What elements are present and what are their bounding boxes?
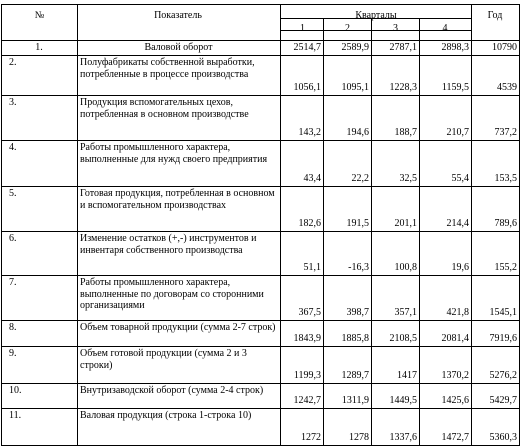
row-label: Работы промышленного характера, выполненные по договорам со сторонними организациями (80, 277, 264, 311)
year-value: 4539 (497, 82, 517, 93)
year-value: 789,6 (494, 218, 517, 229)
row-number: 6. (9, 233, 17, 244)
quarter-value: 398,7 (346, 307, 369, 318)
grid-line (1, 4, 2, 446)
row-label: Внутризаводской оборот (сумма 2-4 строк) (80, 385, 264, 396)
row-number: 2. (9, 57, 17, 68)
header-quarter-3: 3 (393, 23, 398, 34)
year-value: 7919,6 (489, 333, 517, 344)
header-quarter-2: 2 (345, 23, 350, 34)
quarter-value: 191,5 (346, 218, 369, 229)
year-value: 155,2 (494, 262, 517, 273)
row-number: 1. (35, 42, 43, 53)
quarter-value: 421,8 (446, 307, 469, 318)
grid-line (1, 346, 520, 347)
row-number: 3. (9, 97, 17, 108)
quarter-value: 1843,9 (293, 333, 321, 344)
row-number: 10. (9, 385, 22, 396)
quarter-value: 1199,3 (293, 370, 321, 381)
quarter-value: 1228,3 (389, 82, 417, 93)
row-label: Объем готовой продукции (сумма 2 и 3 строки) (80, 348, 247, 371)
quarter-value: -16,3 (348, 262, 369, 273)
quarter-value: 2898,3 (441, 42, 469, 53)
year-value: 5429,7 (489, 395, 517, 406)
grid-line (1, 40, 520, 41)
grid-line (1, 4, 520, 5)
grid-line (1, 408, 520, 409)
row-label: Продукция вспомогательных цехов, потребленная в основном производстве (80, 97, 249, 120)
quarter-value: 1417 (397, 370, 417, 381)
quarter-value: 194,6 (346, 127, 369, 138)
grid-line (1, 383, 520, 384)
row-label: Валовая продукция (строка 1-строка 10) (80, 410, 252, 421)
grid-line (1, 140, 520, 141)
header-quarters: Кварталы (355, 10, 397, 21)
quarter-value: 367,5 (298, 307, 321, 318)
quarter-value: 19,6 (451, 262, 469, 273)
quarter-value: 2514,7 (293, 42, 321, 53)
quarter-value: 1278 (349, 432, 369, 443)
grid-line (1, 186, 520, 187)
quarter-value: 22,2 (351, 173, 369, 184)
quarter-value: 188,7 (394, 127, 417, 138)
quarter-value: 43,4 (303, 173, 321, 184)
row-label: Полуфабрикаты собственной выработки, потребленные в процессе производства (80, 57, 255, 80)
year-value: 5276,2 (489, 370, 517, 381)
quarter-value: 2081,4 (441, 333, 469, 344)
quarter-value: 1272 (301, 432, 321, 443)
year-value: 10790 (492, 42, 517, 53)
quarter-value: 1337,6 (389, 432, 417, 443)
quarter-value: 1885,8 (341, 333, 369, 344)
quarter-value: 1449,5 (389, 395, 417, 406)
quarter-value: 201,1 (394, 218, 417, 229)
grid-line (1, 95, 520, 96)
header-quarter-4: 4 (442, 23, 448, 34)
grid-line (1, 275, 520, 276)
quarter-value: 1289,7 (341, 370, 369, 381)
row-number: 7. (9, 277, 17, 288)
quarter-value: 32,5 (399, 173, 417, 184)
row-number: 5. (9, 188, 17, 199)
year-value: 5360,3 (489, 432, 517, 443)
year-value: 1545,1 (489, 307, 517, 318)
quarter-value: 143,2 (298, 127, 321, 138)
quarter-value: 51,1 (303, 262, 321, 273)
grid-line (77, 4, 78, 446)
row-number: 11. (9, 410, 22, 421)
row-label: Валовой оборот (144, 42, 213, 53)
row-number: 9. (9, 348, 17, 359)
quarter-value: 1370,2 (441, 370, 469, 381)
quarter-value: 2787,1 (389, 42, 417, 53)
quarter-value: 100,8 (394, 262, 417, 273)
quarter-value: 1159,5 (441, 82, 469, 93)
row-label: Готовая продукция, потребленная в основном и вспомогательном производствах (80, 188, 275, 211)
row-label: Работы промышленного характера, выполненные для нужд своего предприятия (80, 142, 268, 165)
grid-line (1, 55, 520, 56)
header-year: Год (487, 10, 503, 21)
row-number: 4. (9, 142, 17, 153)
quarter-value: 1095,1 (341, 82, 369, 93)
quarter-value: 55,4 (451, 173, 469, 184)
quarter-value: 1472,7 (441, 432, 469, 443)
quarter-value: 1242,7 (293, 395, 321, 406)
header-quarter-1: 1 (300, 23, 305, 34)
quarter-value: 1311,9 (341, 395, 369, 406)
quarter-value: 2108,5 (389, 333, 417, 344)
row-number: 8. (9, 322, 17, 333)
year-value: 153,5 (494, 173, 517, 184)
row-label: Изменение остатков (+,-) инструментов и инвентаря собственного производства (80, 233, 257, 256)
row-label: Объем товарной продукции (сумма 2-7 строк) (80, 322, 276, 333)
quarter-value: 1056,1 (293, 82, 321, 93)
quarter-value: 1425,6 (441, 395, 469, 406)
quarter-value: 2589,9 (341, 42, 369, 53)
quarter-value: 357,1 (394, 307, 417, 318)
header-number: № (34, 10, 45, 21)
quarter-value: 210,7 (446, 127, 469, 138)
year-value: 737,2 (494, 127, 517, 138)
quarter-value: 214,4 (446, 218, 469, 229)
grid-line (1, 320, 520, 321)
header-indicator: Показатель (154, 10, 202, 21)
grid-line (1, 231, 520, 232)
quarter-value: 182,6 (298, 218, 321, 229)
